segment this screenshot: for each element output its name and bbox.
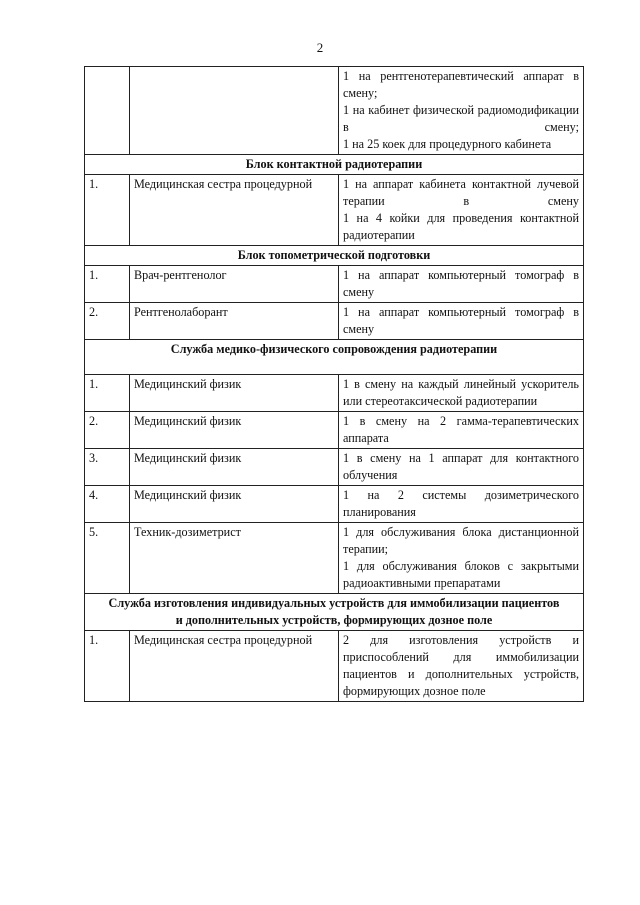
table-row — [85, 412, 584, 449]
norm-line: 1 на 4 койки для проведения контактной радиотерапии — [343, 211, 579, 242]
norm-line: 1 для обслуживания блока дистанционной терапии; — [343, 525, 579, 556]
norm-cell — [339, 67, 584, 155]
section-title-line: Служба изготовления индивидуальных устройств для иммобилизации пациентов — [108, 596, 560, 610]
table-row — [85, 266, 584, 303]
norm-cell — [339, 449, 584, 486]
table-row — [85, 175, 584, 246]
norm-cell — [339, 266, 584, 303]
position-name: Рентгенолаборант — [130, 303, 339, 340]
norm-line: 1 в смену на каждый линейный ускоритель или стереотаксической радиотерапии — [343, 377, 579, 408]
position-name: Медицинская сестра процедурной — [130, 175, 339, 246]
row-number: 1. — [85, 175, 130, 246]
norm-line: 1 для обслуживания блоков с закрытыми радиоактивными препаратами — [343, 559, 579, 590]
table-row — [85, 631, 584, 702]
position-name: Медицинская сестра процедурной — [130, 631, 339, 702]
section-title — [85, 594, 584, 631]
row-number: 2. — [85, 412, 130, 449]
table-row — [85, 449, 584, 486]
table-row — [85, 375, 584, 412]
norm-cell — [339, 375, 584, 412]
norm-line: 1 на кабинет физической радиомодификации в смену; — [343, 103, 579, 134]
table-row — [85, 523, 584, 594]
row-number-cell — [85, 67, 130, 155]
norm-line: 1 в смену на 2 гамма-терапевтических аппарата — [343, 414, 579, 445]
table-row — [85, 486, 584, 523]
section-title: Блок топометрической подготовки — [85, 246, 584, 266]
norm-line: 1 на 25 коек для процедурного кабинета — [343, 137, 552, 151]
norm-cell — [339, 523, 584, 594]
row-number: 5. — [85, 523, 130, 594]
page-number: 2 — [316, 40, 324, 55]
section-header-row — [85, 594, 584, 631]
norm-cell — [339, 631, 584, 702]
norm-line: 1 на аппарат кабинета контактной лучевой терапии в смену — [343, 177, 579, 208]
section-title: Блок контактной радиотерапии — [85, 155, 584, 175]
norm-cell — [339, 303, 584, 340]
row-number: 4. — [85, 486, 130, 523]
section-header-row — [85, 340, 584, 375]
row-number: 1. — [85, 266, 130, 303]
position-name: Медицинский физик — [130, 486, 339, 523]
row-number: 1. — [85, 631, 130, 702]
norm-line: 2 для изготовления устройств и приспособлений для иммобилизации пациентов и дополнительных устройств, формирующих дозное поле — [343, 633, 579, 698]
row-number: 1. — [85, 375, 130, 412]
row-number: 3. — [85, 449, 130, 486]
section-title-line: и дополнительных устройств, формирующих дозное поле — [175, 613, 493, 627]
norm-line: 1 в смену на 1 аппарат для контактного облучения — [343, 451, 579, 482]
norm-line: 1 на 2 системы дозиметрического планирования — [343, 488, 579, 519]
row-number: 2. — [85, 303, 130, 340]
section-header-row — [85, 246, 584, 266]
norm-line: 1 на рентгенотерапевтический аппарат в смену; — [343, 69, 579, 100]
position-name: Врач-рентгенолог — [130, 266, 339, 303]
norm-cell — [339, 175, 584, 246]
table-row — [85, 303, 584, 340]
section-title: Служба медико-физического сопровождения радиотерапии — [85, 340, 584, 375]
position-cell — [130, 67, 339, 155]
norm-line: 1 на аппарат компьютерный томограф в смену — [343, 305, 579, 336]
position-name: Медицинский физик — [130, 449, 339, 486]
position-name: Техник-дозиметрист — [130, 523, 339, 594]
position-name: Медицинский физик — [130, 412, 339, 449]
table-row — [85, 67, 584, 155]
norm-cell — [339, 412, 584, 449]
position-name: Медицинский физик — [130, 375, 339, 412]
norm-line: 1 на аппарат компьютерный томограф в смену — [343, 268, 579, 299]
staffing-table — [84, 66, 584, 702]
norm-cell — [339, 486, 584, 523]
section-header-row — [85, 155, 584, 175]
